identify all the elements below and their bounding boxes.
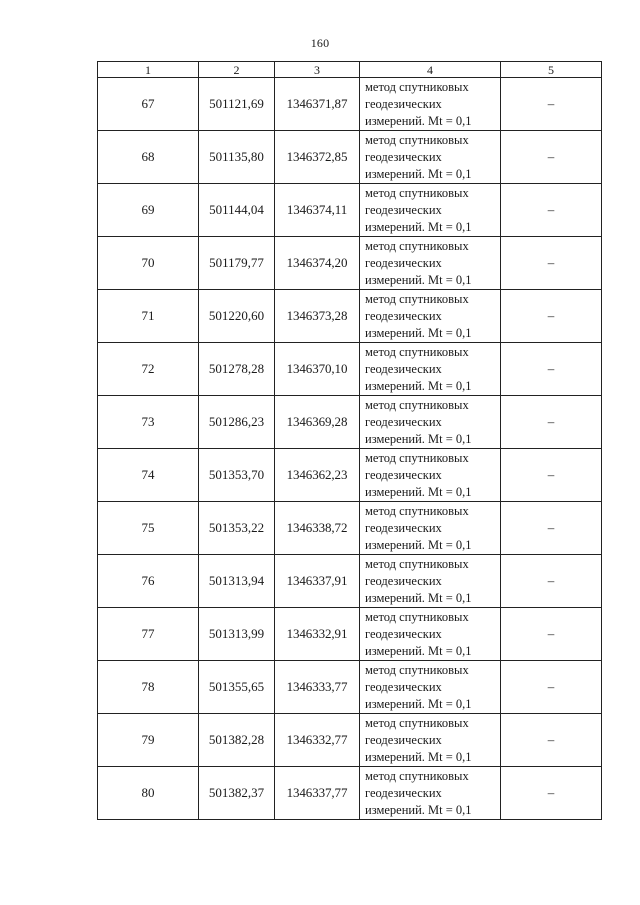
header-cell-5: 5: [501, 62, 602, 78]
y-coordinate-cell: 1346333,77: [275, 661, 360, 714]
method-cell: [360, 449, 501, 502]
point-number-cell: 80: [98, 767, 199, 820]
header-row: [98, 62, 602, 78]
method-line-2: геодезических: [365, 573, 442, 588]
method-line-1: метод спутниковых: [365, 450, 469, 465]
method-line-3: измерений. Mt = 0,1: [365, 643, 472, 658]
method-cell: [360, 184, 501, 237]
y-coordinate-cell: 1346374,20: [275, 237, 360, 290]
method-cell: [360, 714, 501, 767]
x-coordinate-cell: 501382,37: [199, 767, 275, 820]
note-cell: –: [501, 555, 602, 608]
method-line-1: метод спутниковых: [365, 79, 469, 94]
method-line-1: метод спутниковых: [365, 503, 469, 518]
table-row: [98, 184, 602, 237]
method-line-2: геодезических: [365, 255, 442, 270]
point-number-cell: 71: [98, 290, 199, 343]
table-row: [98, 449, 602, 502]
method-cell: [360, 396, 501, 449]
method-line-1: метод спутниковых: [365, 132, 469, 147]
x-coordinate-cell: 501382,28: [199, 714, 275, 767]
method-line-2: геодезических: [365, 785, 442, 800]
method-line-1: метод спутниковых: [365, 609, 469, 624]
note-cell: –: [501, 449, 602, 502]
x-coordinate-cell: 501121,69: [199, 78, 275, 131]
x-coordinate-cell: 501353,70: [199, 449, 275, 502]
method-cell: [360, 555, 501, 608]
table-row: [98, 237, 602, 290]
note-cell: –: [501, 608, 602, 661]
note-cell: –: [501, 78, 602, 131]
method-line-1: метод спутниковых: [365, 291, 469, 306]
method-cell: [360, 608, 501, 661]
table-header: [98, 62, 602, 78]
point-number-cell: 77: [98, 608, 199, 661]
method-cell: [360, 290, 501, 343]
point-number-cell: 67: [98, 78, 199, 131]
method-line-2: геодезических: [365, 361, 442, 376]
note-cell: –: [501, 237, 602, 290]
y-coordinate-cell: 1346362,23: [275, 449, 360, 502]
method-line-3: измерений. Mt = 0,1: [365, 219, 472, 234]
note-cell: –: [501, 396, 602, 449]
y-coordinate-cell: 1346369,28: [275, 396, 360, 449]
method-line-2: геодезических: [365, 520, 442, 535]
method-line-3: измерений. Mt = 0,1: [365, 484, 472, 499]
x-coordinate-cell: 501179,77: [199, 237, 275, 290]
point-number-cell: 78: [98, 661, 199, 714]
note-cell: –: [501, 290, 602, 343]
method-line-2: геодезических: [365, 149, 442, 164]
y-coordinate-cell: 1346338,72: [275, 502, 360, 555]
method-line-3: измерений. Mt = 0,1: [365, 696, 472, 711]
y-coordinate-cell: 1346372,85: [275, 131, 360, 184]
method-line-3: измерений. Mt = 0,1: [365, 431, 472, 446]
header-cell-1: 1: [98, 62, 199, 78]
y-coordinate-cell: 1346370,10: [275, 343, 360, 396]
method-line-2: геодезических: [365, 96, 442, 111]
method-line-3: измерений. Mt = 0,1: [365, 749, 472, 764]
table-row: [98, 78, 602, 131]
method-cell: [360, 237, 501, 290]
point-number-cell: 75: [98, 502, 199, 555]
point-number-cell: 79: [98, 714, 199, 767]
method-line-3: измерений. Mt = 0,1: [365, 272, 472, 287]
method-line-2: геодезических: [365, 732, 442, 747]
method-line-2: геодезических: [365, 626, 442, 641]
y-coordinate-cell: 1346337,91: [275, 555, 360, 608]
note-cell: –: [501, 767, 602, 820]
method-line-1: метод спутниковых: [365, 715, 469, 730]
point-number-cell: 74: [98, 449, 199, 502]
method-line-2: геодезических: [365, 467, 442, 482]
method-line-3: измерений. Mt = 0,1: [365, 325, 472, 340]
header-cell-4: 4: [360, 62, 501, 78]
header-cell-3: 3: [275, 62, 360, 78]
table-row: [98, 131, 602, 184]
x-coordinate-cell: 501313,99: [199, 608, 275, 661]
x-coordinate-cell: 501286,23: [199, 396, 275, 449]
x-coordinate-cell: 501278,28: [199, 343, 275, 396]
point-number-cell: 68: [98, 131, 199, 184]
x-coordinate-cell: 501144,04: [199, 184, 275, 237]
point-number-cell: 69: [98, 184, 199, 237]
y-coordinate-cell: 1346332,77: [275, 714, 360, 767]
point-number-cell: 72: [98, 343, 199, 396]
x-coordinate-cell: 501355,65: [199, 661, 275, 714]
table-row: [98, 714, 602, 767]
y-coordinate-cell: 1346332,91: [275, 608, 360, 661]
method-line-1: метод спутниковых: [365, 662, 469, 677]
x-coordinate-cell: 501220,60: [199, 290, 275, 343]
table-row: [98, 608, 602, 661]
x-coordinate-cell: 501353,22: [199, 502, 275, 555]
x-coordinate-cell: 501135,80: [199, 131, 275, 184]
method-line-2: геодезических: [365, 308, 442, 323]
method-cell: [360, 767, 501, 820]
method-line-1: метод спутниковых: [365, 238, 469, 253]
method-line-2: геодезических: [365, 202, 442, 217]
method-line-2: геодезических: [365, 679, 442, 694]
y-coordinate-cell: 1346373,28: [275, 290, 360, 343]
method-line-1: метод спутниковых: [365, 768, 469, 783]
table-row: [98, 290, 602, 343]
note-cell: –: [501, 661, 602, 714]
method-cell: [360, 502, 501, 555]
method-line-3: измерений. Mt = 0,1: [365, 537, 472, 552]
note-cell: –: [501, 131, 602, 184]
note-cell: –: [501, 502, 602, 555]
header-cell-2: 2: [199, 62, 275, 78]
note-cell: –: [501, 343, 602, 396]
coordinates-table: [97, 61, 602, 820]
note-cell: –: [501, 714, 602, 767]
method-line-3: измерений. Mt = 0,1: [365, 378, 472, 393]
point-number-cell: 76: [98, 555, 199, 608]
method-line-3: измерений. Mt = 0,1: [365, 113, 472, 128]
method-line-1: метод спутниковых: [365, 344, 469, 359]
point-number-cell: 73: [98, 396, 199, 449]
method-line-1: метод спутниковых: [365, 185, 469, 200]
page-number: 160: [310, 36, 330, 50]
table-row: [98, 502, 602, 555]
method-line-1: метод спутниковых: [365, 556, 469, 571]
method-cell: [360, 78, 501, 131]
y-coordinate-cell: 1346371,87: [275, 78, 360, 131]
method-line-3: измерений. Mt = 0,1: [365, 590, 472, 605]
method-cell: [360, 131, 501, 184]
method-line-2: геодезических: [365, 414, 442, 429]
method-line-3: измерений. Mt = 0,1: [365, 166, 472, 181]
table-row: [98, 343, 602, 396]
method-line-3: измерений. Mt = 0,1: [365, 802, 472, 817]
y-coordinate-cell: 1346337,77: [275, 767, 360, 820]
note-cell: –: [501, 184, 602, 237]
method-cell: [360, 661, 501, 714]
table-row: [98, 661, 602, 714]
table-row: [98, 396, 602, 449]
method-line-1: метод спутниковых: [365, 397, 469, 412]
table-body: [98, 78, 602, 820]
table-row: [98, 555, 602, 608]
point-number-cell: 70: [98, 237, 199, 290]
y-coordinate-cell: 1346374,11: [275, 184, 360, 237]
x-coordinate-cell: 501313,94: [199, 555, 275, 608]
method-cell: [360, 343, 501, 396]
table-row: [98, 767, 602, 820]
